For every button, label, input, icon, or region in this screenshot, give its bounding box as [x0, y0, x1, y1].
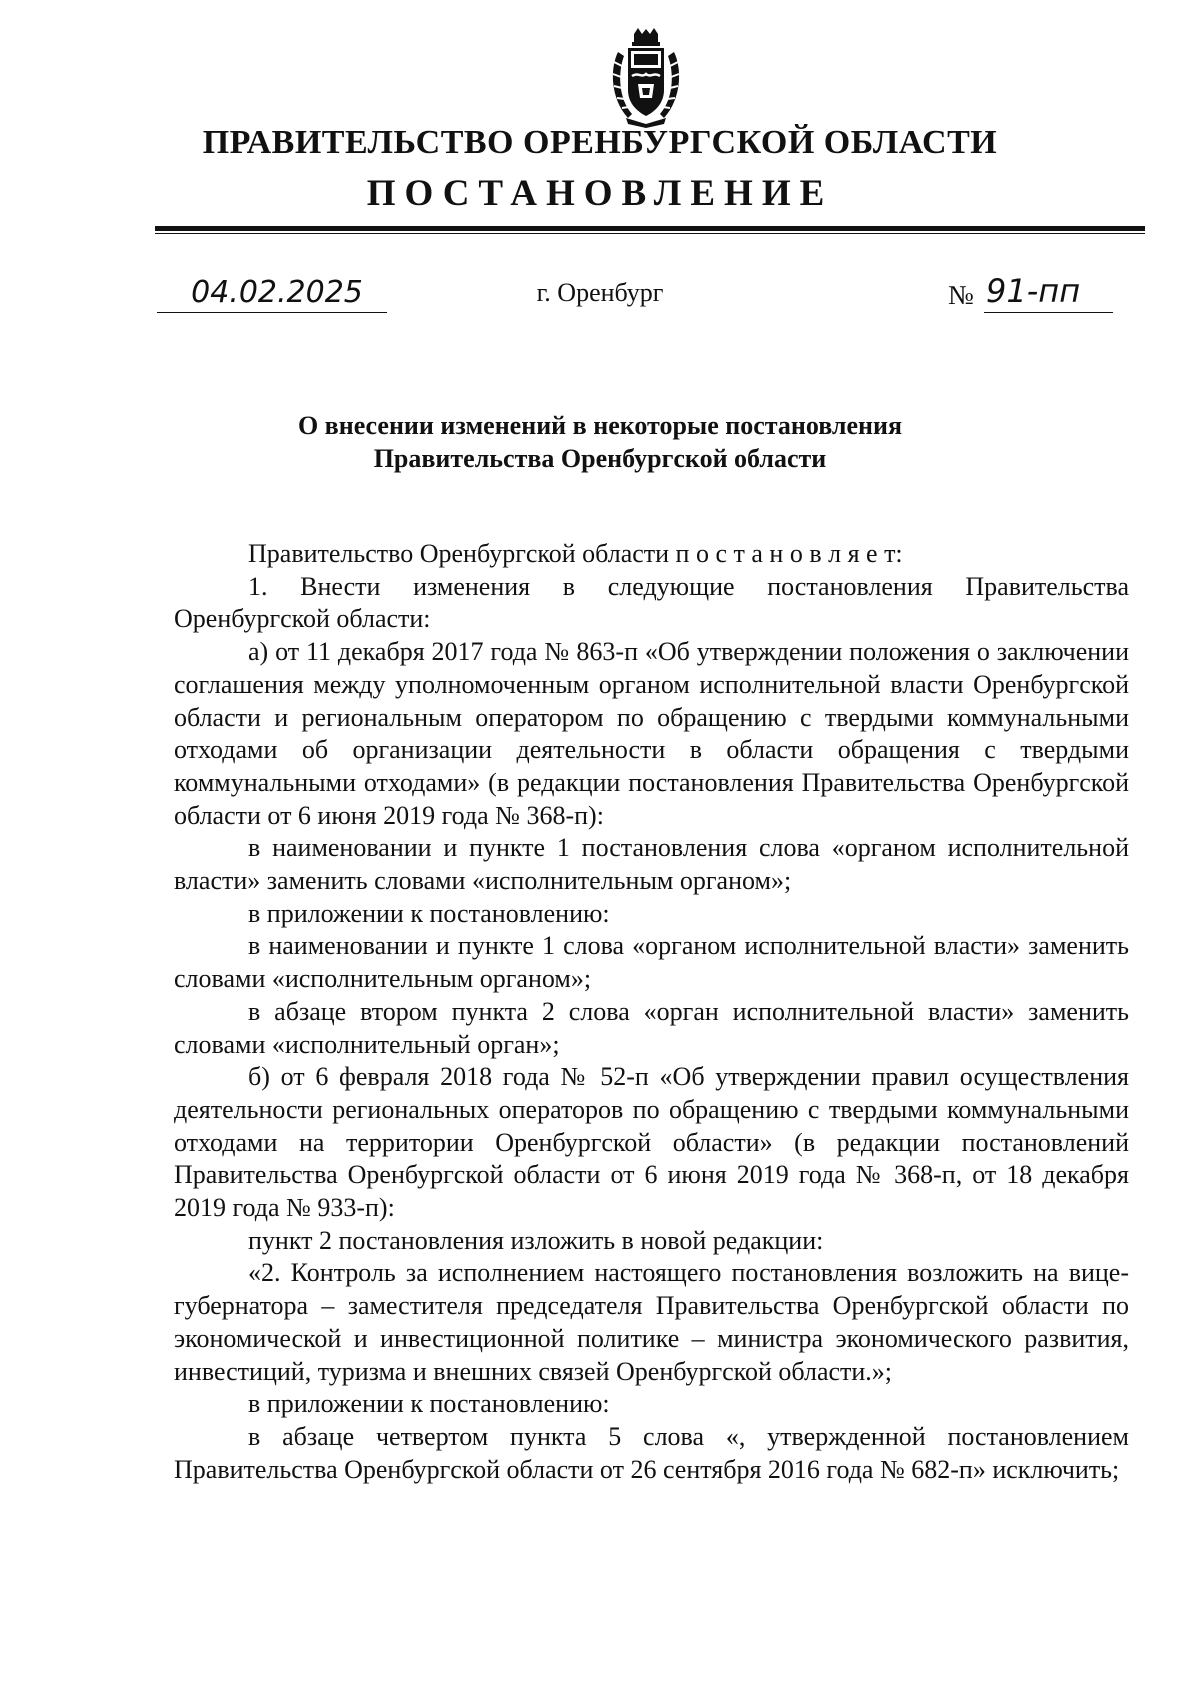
number-underline	[984, 312, 1113, 313]
body-paragraph: а) от 11 декабря 2017 года № 863-п «Об утверждении положения о заключении соглашения между уполномоченным органом исполнительной власти Оренбургской области и региональным оператором по обращению с твердыми коммунальными отходами об организации деятельности в области обращения с твердыми коммунальными отходами» (в редакции постановления Правительства Оренбургской области от 6 июня 2019 года № 368-п):	[174, 637, 1129, 830]
body-paragraph: в наименовании и пункте 1 постановления слова «органом исполнительной власти» заменить словами «исполнительным органом»;	[174, 833, 1129, 896]
document-date-value: 04.02.2025	[191, 275, 363, 310]
number-sign: №	[948, 280, 974, 310]
document-number-value: 91-пп	[986, 272, 1081, 310]
document-subject	[0, 409, 1200, 475]
body-paragraph: в приложении к постановлению:	[248, 1389, 610, 1419]
subject-line-1: О внесении изменений в некоторые постановления	[297, 411, 903, 440]
orenburg-coat-of-arms-icon	[608, 28, 684, 128]
body-paragraph: в приложении к постановлению:	[248, 898, 610, 928]
organization-title: ПРАВИТЕЛЬСТВО ОРЕНБУРГСКОЙ ОБЛАСТИ	[202, 124, 998, 161]
header-divider-thin	[155, 233, 1145, 234]
document-city: г. Оренбург	[536, 278, 664, 307]
body-paragraph: в наименовании и пункте 1 слова «органом исполнительной власти» заменить словами «исполнительным органом»;	[174, 931, 1129, 994]
body-paragraph: Правительство Оренбургской области п о с т а н о в л я е т:	[248, 539, 903, 568]
date-underline	[157, 312, 387, 313]
header-divider-thick	[155, 226, 1145, 231]
body-paragraph: в абзаце втором пункта 2 слова «орган исполнительной власти» заменить словами «исполнительный орган»;	[174, 996, 1129, 1059]
body-paragraph: «2. Контроль за исполнением настоящего постановления возложить на вице-губернатора – заместителя председателя Правительства Оренбургской области по экономической и инвестиционной политике – министра экономического развития, инвестиций, туризма и внешних связей Оренбургской области.»;	[174, 1258, 1129, 1386]
body-paragraph: в абзаце четвертом пункта 5 слова «, утвержденной постановлением Правительства Оренбургской области от 26 сентября 2016 года № 682-п» исключить;	[174, 1421, 1129, 1484]
body-paragraph: б) от 6 февраля 2018 года № 52-п «Об утверждении правил осуществления деятельности региональных операторов по обращению с твердыми коммунальными отходами на территории Оренбургской области» (в редакции постановлений Правительства Оренбургской области от 6 июня 2019 года № 368-п, от 18 декабря 2019 года № 933-п):	[174, 1062, 1129, 1223]
document-type-title: ПОСТАНОВЛЕНИЕ	[366, 173, 834, 214]
subject-line-2: Правительства Оренбургской области	[373, 444, 827, 473]
body-paragraph: пункт 2 постановления изложить в новой редакции:	[248, 1225, 824, 1255]
document-body	[174, 538, 1129, 1486]
body-paragraph: 1. Внести изменения в следующие постановления Правительства Оренбургской области:	[174, 571, 1129, 634]
